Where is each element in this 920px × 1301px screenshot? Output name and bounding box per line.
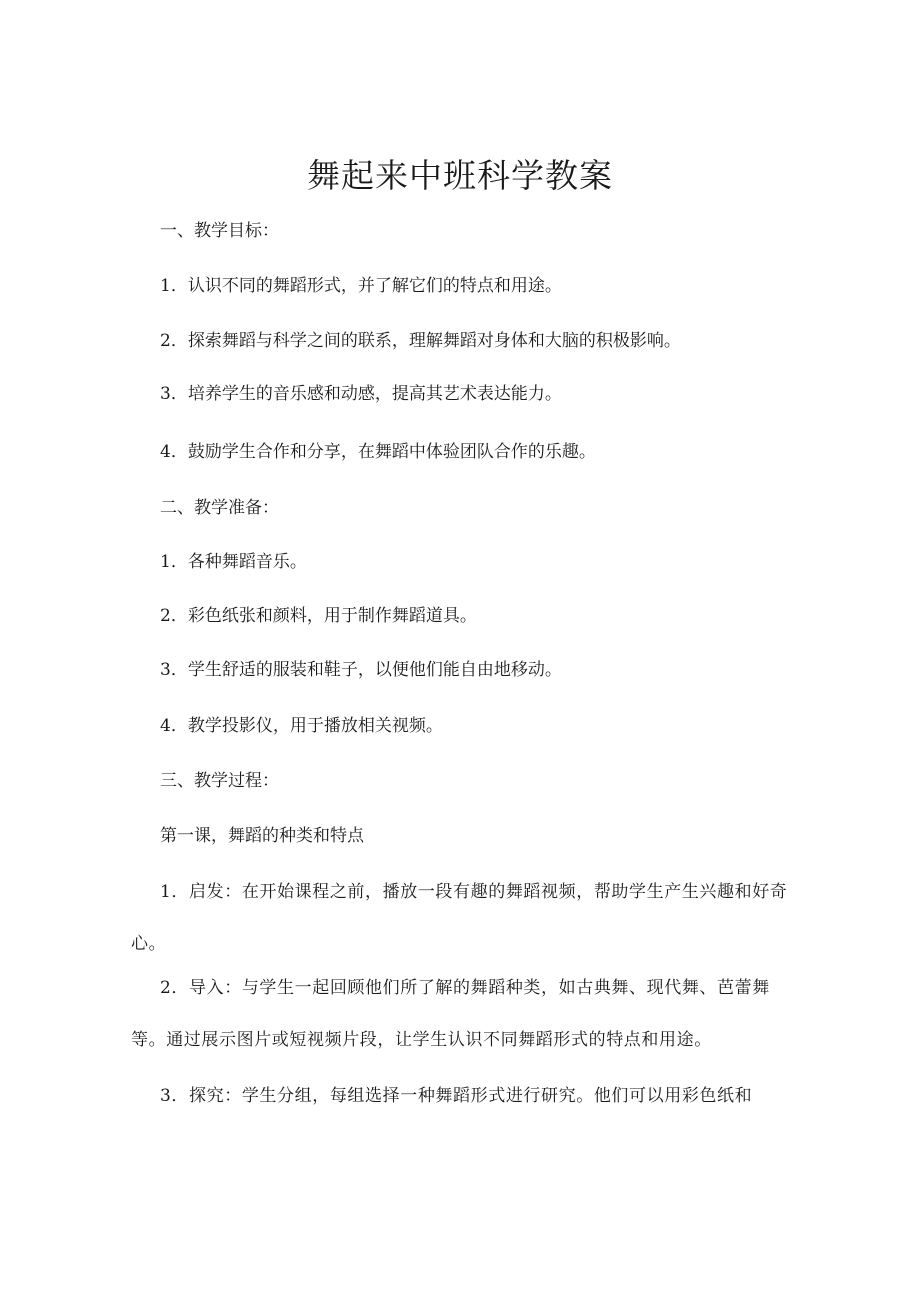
- section-heading-objectives: 一、教学目标：: [160, 221, 279, 241]
- section-heading-process: 三、教学过程：: [160, 771, 279, 791]
- process-step-3: 3．探究：学生分组，每组选择一种舞蹈形式进行研究。他们可以用彩色纸和: [160, 1086, 753, 1106]
- lesson-title: 第一课，舞蹈的种类和特点: [160, 826, 364, 846]
- process-step-1: 1．启发：在开始课程之前，播放一段有趣的舞蹈视频，帮助学生产生兴趣和好奇心。: [131, 882, 788, 954]
- objective-item-2: 2．探索舞蹈与科学之间的联系，理解舞蹈对身体和大脑的积极影响。: [160, 331, 681, 351]
- preparation-item-2: 2．彩色纸张和颜料，用于制作舞蹈道具。: [160, 606, 477, 626]
- process-step-2: 2．导入：与学生一起回顾他们所了解的舞蹈种类，如古典舞、现代舞、芭蕾舞等。通过展示图片或短视频片段，让学生认识不同舞蹈形式的特点和用途。: [131, 978, 770, 1050]
- preparation-item-1: 1．各种舞蹈音乐。: [160, 552, 307, 572]
- page-title: 舞起来中班科学教案: [307, 156, 613, 195]
- objective-item-3: 3．培养学生的音乐感和动感，提高其艺术表达能力。: [160, 384, 562, 404]
- preparation-item-4: 4．教学投影仪，用于播放相关视频。: [160, 716, 443, 736]
- objective-item-4: 4．鼓励学生合作和分享，在舞蹈中体验团队合作的乐趣。: [160, 442, 596, 462]
- section-heading-preparation: 二、教学准备：: [160, 498, 279, 518]
- objective-item-1: 1．认识不同的舞蹈形式，并了解它们的特点和用途。: [160, 276, 562, 296]
- preparation-item-3: 3．学生舒适的服装和鞋子，以便他们能自由地移动。: [160, 660, 562, 680]
